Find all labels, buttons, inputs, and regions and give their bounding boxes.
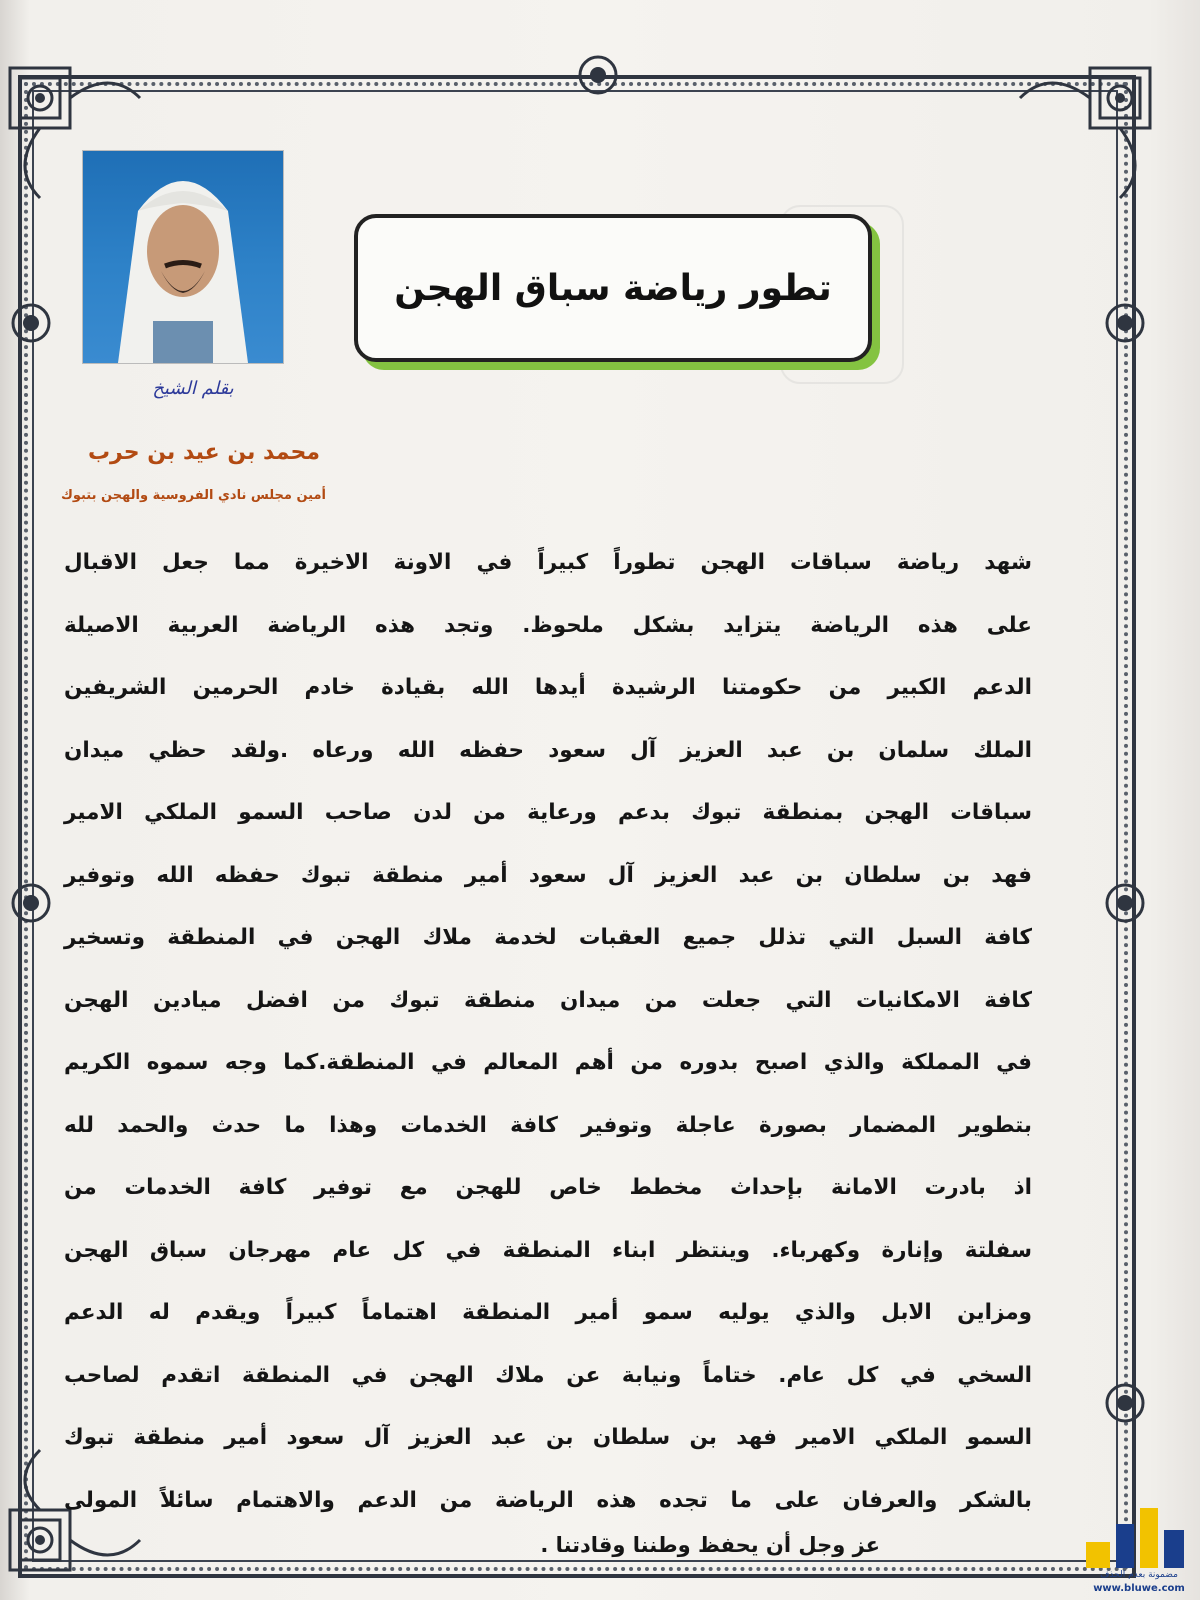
author-position: أمين مجلس نادي الفروسية والهجن بتبوك	[60, 488, 326, 503]
article-title: تطور رياضة سباق الهجن	[394, 267, 832, 309]
body-line: فهد بن سلطان بن عبد العزيز آل سعود أمير منطقة تبوك حفظه الله وتوفير	[64, 862, 1032, 888]
body-line: بتطوير المضمار بصورة عاجلة وتوفير كافة الخدمات وهذا ما حدث والحمد لله	[64, 1112, 1032, 1138]
watermark-caption: مضمونة بعدم الحذف	[1100, 1570, 1178, 1580]
author-photo	[82, 150, 284, 364]
body-line: سباقات الهجن بمنطقة تبوك بدعم ورعاية من لدن صاحب السمو الملكي الامير	[64, 800, 1032, 825]
author-name: محمد بن عيد بن حرب	[87, 440, 320, 465]
body-line: الملك سلمان بن عبد العزيز آل سعود حفظه الله ورعاه .ولقد حظي ميدان	[64, 737, 1032, 763]
closing-line: عز وجل أن يحفظ وطننا وقادتنا .	[540, 1533, 880, 1557]
side-rosette-icon	[1102, 880, 1148, 926]
article-title-box	[354, 214, 872, 362]
body-line: كافة السبل التي تذلل جميع العقبات لخدمة ملاك الهجن في المنطقة وتسخير	[64, 925, 1032, 950]
body-line: بالشكر والعرفان على ما تجده هذه الرياضة من الدعم والاهتمام سائلاً المولى	[64, 1487, 1032, 1513]
body-line: السمو الملكي الامير فهد بن سلطان بن عبد العزيز آل سعود أمير منطقة تبوك	[64, 1425, 1032, 1450]
signature-caption: بقلم الشيخ	[152, 378, 234, 399]
body-line: في المملكة والذي اصبح بدوره من أهم المعالم في المنطقة.كما وجه سموه الكريم	[64, 1050, 1032, 1075]
corner-ornament-top-right-icon	[1010, 58, 1160, 208]
side-rosette-icon	[8, 300, 54, 346]
body-line: ومزاين الابل والذي يوليه سمو أمير المنطقة اهتماماً كبيراً ويقدم له الدعم	[64, 1300, 1032, 1325]
body-line: شهد رياضة سباقات الهجن تطوراً كبيراً في الاونة الاخيرة مما جعل الاقبال	[64, 550, 1032, 575]
side-rosette-icon	[8, 880, 54, 926]
article-body	[64, 532, 1032, 1532]
side-rosette-icon	[1102, 300, 1148, 346]
body-line: السخي في كل عام. ختاماً ونيابة عن ملاك الهجن في المنطقة اتقدم لصاحب	[64, 1362, 1032, 1388]
body-line: كافة الامكانيات التي جعلت من ميدان منطقة تبوك من افضل ميادين الهجن	[64, 987, 1032, 1013]
body-line: الدعم الكبير من حكومتنا الرشيدة أيدها الله بقيادة خادم الحرمين الشريفين	[64, 675, 1032, 700]
watermark-url: www.bluwe.com	[1093, 1583, 1185, 1594]
body-line: على هذه الرياضة يتزايد بشكل ملحوظ. وتجد هذه الرياضة العربية الاصيلة	[64, 612, 1032, 638]
body-line: اذ بادرت الامانة بإحداث مخطط خاص للهجن مع توفير كافة الخدمات من	[64, 1175, 1032, 1200]
side-rosette-icon	[1102, 1380, 1148, 1426]
top-rosette-icon	[575, 52, 621, 98]
body-line: سفلتة وإنارة وكهرباء. وينتظر ابناء المنطقة في كل عام مهرجان سباق الهجن	[64, 1237, 1032, 1263]
